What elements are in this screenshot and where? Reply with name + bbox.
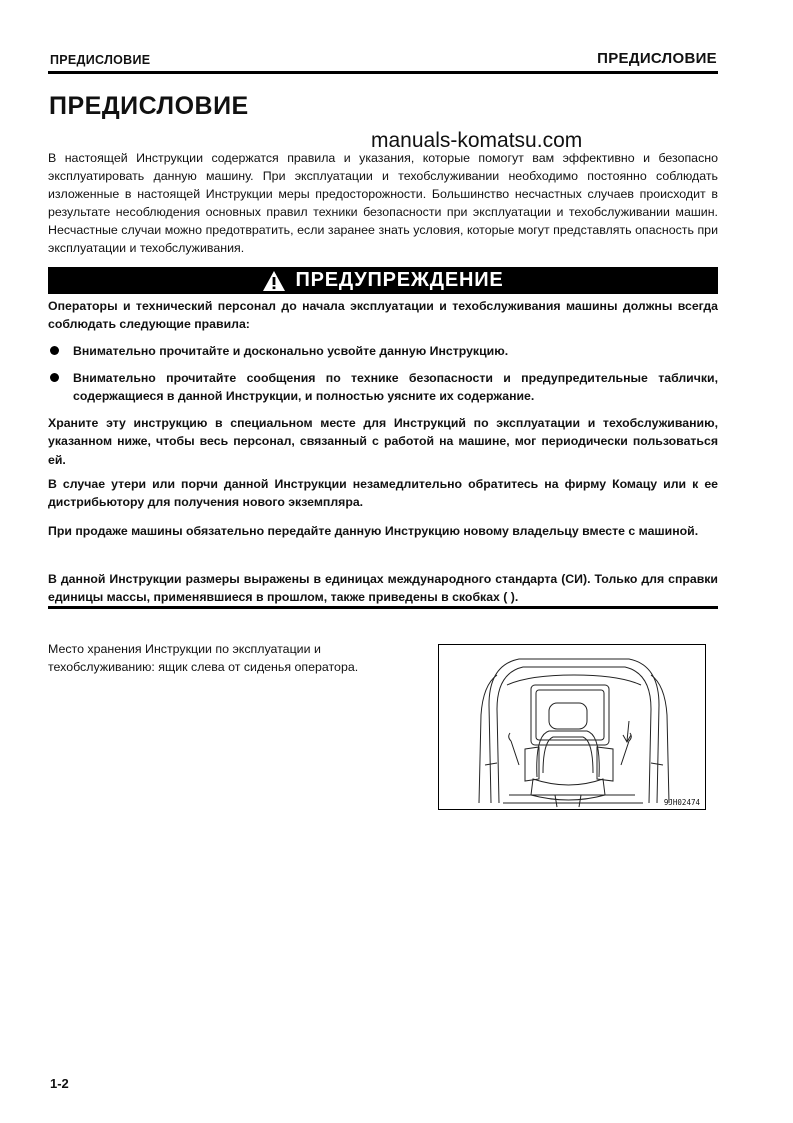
warning-bullet-text: Внимательно прочитайте и досконально усвойте данную Инструкцию. (73, 344, 509, 358)
bullet-icon (50, 346, 59, 355)
storage-note: Место хранения Инструкции по эксплуатации и техобслуживанию: ящик слева от сиденья оператора. (48, 642, 359, 674)
header-rule (48, 71, 718, 74)
operator-cab-illustration (439, 645, 705, 809)
warning-paragraph: Храните эту инструкцию в специальном месте для Инструкций по эксплуатации и техобслуживанию, указанном ниже, чтобы весь персонал, связанный с работой на машине, мог периодически пользоваться ей. (48, 416, 718, 467)
warning-bottom-rule (48, 606, 718, 609)
page-number: 1-2 (50, 1076, 69, 1091)
warning-triangle-icon (262, 270, 286, 292)
warning-paragraph: В случае утери или порчи данной Инструкции незамедлительно обратитесь на фирму Комацу или к ее дистрибьютору для получения нового экземпляра. (48, 477, 718, 510)
warning-bullet (48, 369, 718, 406)
warning-bullet (48, 342, 718, 360)
intro-paragraph: В настоящей Инструкции содержатся правила и указания, которые помогут вам эффективно и безопасно эксплуатировать данную машину. При эксплуатации и техобслуживании необходимо постоянно соблюдать изложенные в настоящей Инструкции меры предосторожности. Большинство несчастных случаев происходит в результате несоблюдения основных правил техники безопасности при эксплуатации и техобслуживании машин. Несчастные случаи можно предотвратить, если заранее знать условия, которые могут представлять опасность при эксплуатации и техобслуживания. (48, 151, 718, 255)
figure-code: 9JH02474 (663, 798, 700, 807)
operator-cab-figure (438, 644, 706, 810)
page-title: ПРЕДИСЛОВИЕ (49, 92, 249, 120)
warning-paragraph: При продаже машины обязательно передайте данную Инструкцию новому владельцу вместе с машиной. (48, 524, 699, 538)
running-header-left: ПРЕДИСЛОВИЕ (50, 53, 151, 67)
warning-label: ПРЕДУПРЕЖДЕНИЕ (295, 269, 504, 291)
warning-lead: Операторы и технический персонал до начала эксплуатации и техобслуживания машины должны всегда соблюдать следующие правила: (48, 299, 718, 332)
warning-paragraph: В данной Инструкции размеры выражены в единицах международного стандарта (СИ). Только для справки единицы массы, применявшиеся в прошлом, также приведены в скобках ( ). (48, 572, 718, 605)
warning-banner (48, 267, 718, 294)
warning-bullet-text: Внимательно прочитайте сообщения по технике безопасности и предупредительные таблички, содержащиеся в данной Инструкции, и полностью уясните их содержание. (73, 371, 718, 404)
watermark-text: manuals-komatsu.com (371, 129, 583, 152)
bullet-icon (50, 373, 59, 382)
running-header-right: ПРЕДИСЛОВИЕ (597, 50, 717, 67)
